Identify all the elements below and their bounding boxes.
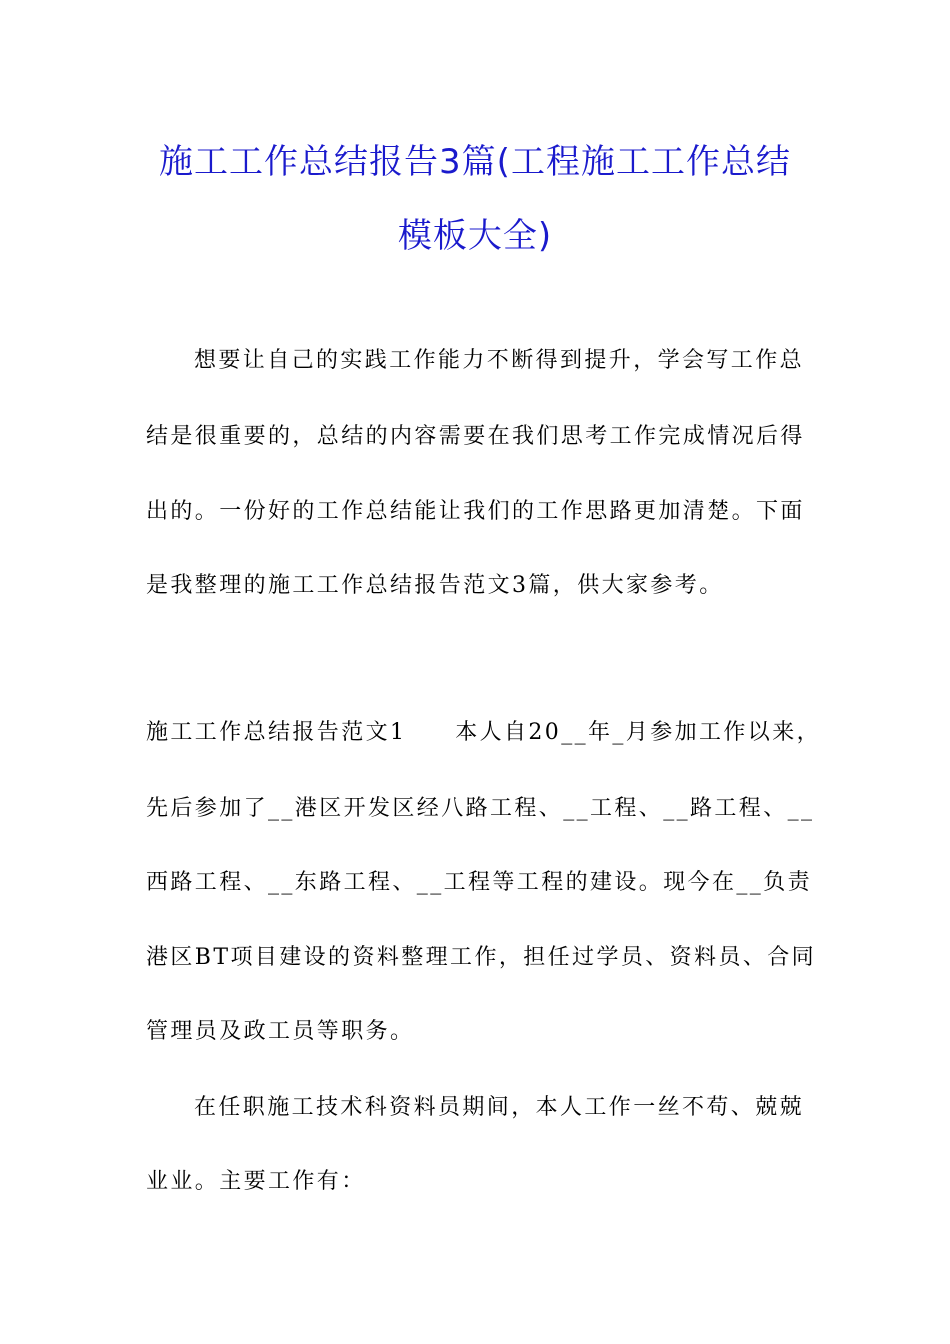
- paragraph-line: 结是很重要的，总结的内容需要在我们思考工作完成情况后得: [146, 424, 805, 449]
- paragraph-line: 先后参加了__港区开发区经八路工程、__工程、__路工程、__: [146, 796, 815, 821]
- paragraph-line: 业业。主要工作有：: [146, 1169, 366, 1194]
- paragraph-line: 港区BT项目建设的资料整理工作，担任过学员、资料员、合同: [146, 945, 817, 970]
- paragraph-line: 施工工作总结报告范文1 本人自20__年_月参加工作以来，: [146, 720, 821, 745]
- paragraph-line: 西路工程、__东路工程、__工程等工程的建设。现今在__负责: [146, 870, 813, 895]
- paragraph-line: 出的。一份好的工作总结能让我们的工作思路更加清楚。下面: [146, 499, 805, 524]
- document-title-line-1: 施工工作总结报告3篇(工程施工工作总结: [159, 142, 791, 182]
- paragraph-line: 想要让自己的实践工作能力不断得到提升，学会写工作总: [194, 348, 805, 373]
- document-title-line-2: 模板大全): [397, 216, 553, 256]
- paragraph-line: 管理员及政工员等职务。: [146, 1019, 415, 1044]
- paragraph-line: 在任职施工技术科资料员期间，本人工作一丝不苟、兢兢: [194, 1095, 805, 1120]
- paragraph-line: 是我整理的施工工作总结报告范文3篇，供大家参考。: [146, 573, 724, 598]
